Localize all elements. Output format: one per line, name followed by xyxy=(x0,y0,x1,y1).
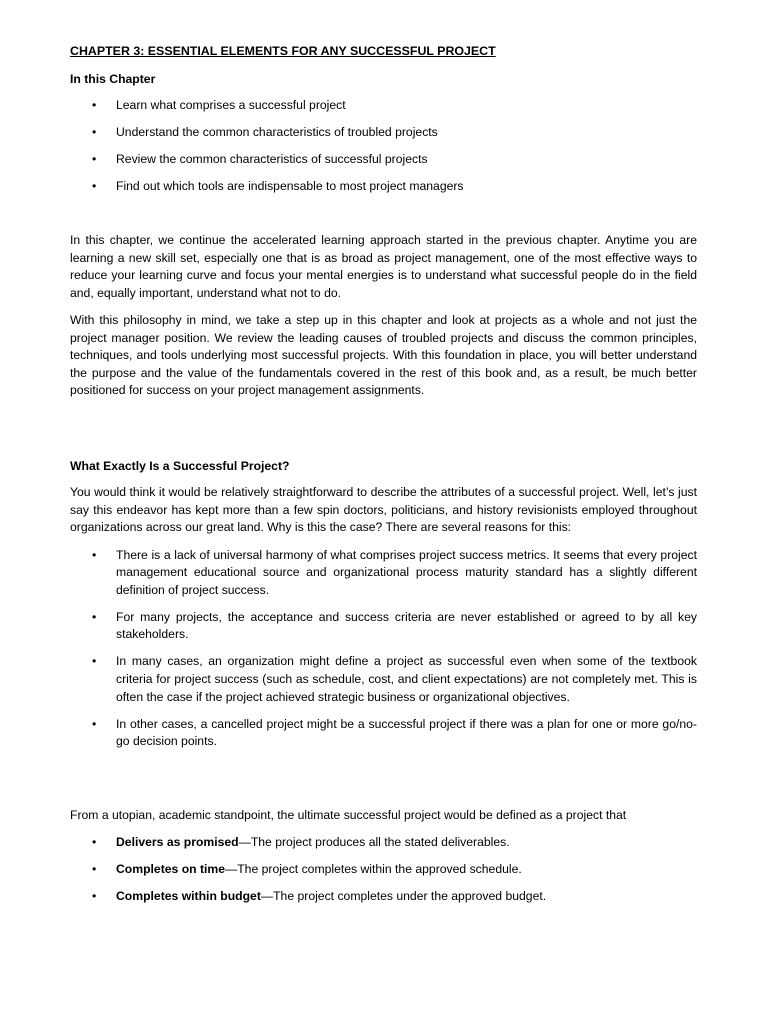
definitions-list xyxy=(70,834,697,906)
in-chapter-list xyxy=(70,97,697,196)
spacer xyxy=(70,205,697,232)
list-item: • Learn what comprises a successful project xyxy=(70,97,697,115)
list-item: • Understand the common characteristics of troubled projects xyxy=(70,124,697,142)
reasons-list xyxy=(70,547,697,751)
spacer xyxy=(70,410,697,458)
chapter-title: CHAPTER 3: ESSENTIAL ELEMENTS FOR ANY SUCCESSFUL PROJECT xyxy=(70,44,496,58)
definition-term: Delivers as promised xyxy=(116,835,239,850)
intro-paragraph: With this philosophy in mind, we take a step up in this chapter and look at projects as a whole and not just the project manager position. We review the leading causes of troubled projects and discuss the common principles, techniques, and tools underlying most successful projects. With this foundation in place, you will better understand the purpose and the value of the fundamentals covered in the rest of this book and, as a result, be much better positioned for success on your project management assignments. xyxy=(70,313,697,398)
definition-desc: —The project produces all the stated deliverables. xyxy=(238,835,510,850)
list-item xyxy=(70,861,697,879)
document-content xyxy=(70,43,697,915)
intro-paragraph: In this chapter, we continue the accelerated learning approach started in the previous chapter. Anytime you are learning a new skill set, especially one that is as broad as project management, one of the most effective ways to reduce your learning curve and focus your mental energies is to understand what successful people do in the field and, equally important, understand what not to do. xyxy=(70,233,697,300)
definition-desc: —The project completes within the approved schedule. xyxy=(225,862,522,877)
section-paragraph: You would think it would be relatively straightforward to describe the attributes of a successful project. Well, let’s just say this endeavor has kept more than a few spin doctors, politicians, and history revisionists employed throughout organizations across our great land. Why is this the case? There are several reasons for this: xyxy=(70,485,697,535)
list-item: • For many projects, the acceptance and success criteria are never established or agreed to by all key stakeholders. xyxy=(70,609,697,644)
list-item xyxy=(70,834,697,852)
list-item: • Find out which tools are indispensable to most project managers xyxy=(70,178,697,196)
list-item xyxy=(70,888,697,906)
list-item: • In many cases, an organization might define a project as successful even when some of the textbook criteria for project success (such as schedule, cost, and client expectations) are not completely met. This is often the case if the project achieved strategic business or organizational objectives. xyxy=(70,653,697,706)
definition-term: Completes on time xyxy=(116,862,226,877)
definition-desc: —The project completes under the approved budget. xyxy=(260,889,547,904)
list-item: • Review the common characteristics of successful projects xyxy=(70,151,697,169)
section-heading: What Exactly Is a Successful Project? xyxy=(70,458,290,473)
spacer xyxy=(70,760,697,807)
utopian-paragraph: From a utopian, academic standpoint, the ultimate successful project would be defined as a project that xyxy=(70,808,627,823)
in-chapter-heading: In this Chapter xyxy=(70,71,156,86)
list-item: • In other cases, a cancelled project might be a successful project if there was a plan for one or more go/no-go decision points. xyxy=(70,716,697,751)
list-item: • There is a lack of universal harmony of what comprises project success metrics. It seems that every project management educational source and organizational process maturity standard has a slightly different definition of project success. xyxy=(70,547,697,600)
definition-term: Completes within budget xyxy=(116,889,261,904)
